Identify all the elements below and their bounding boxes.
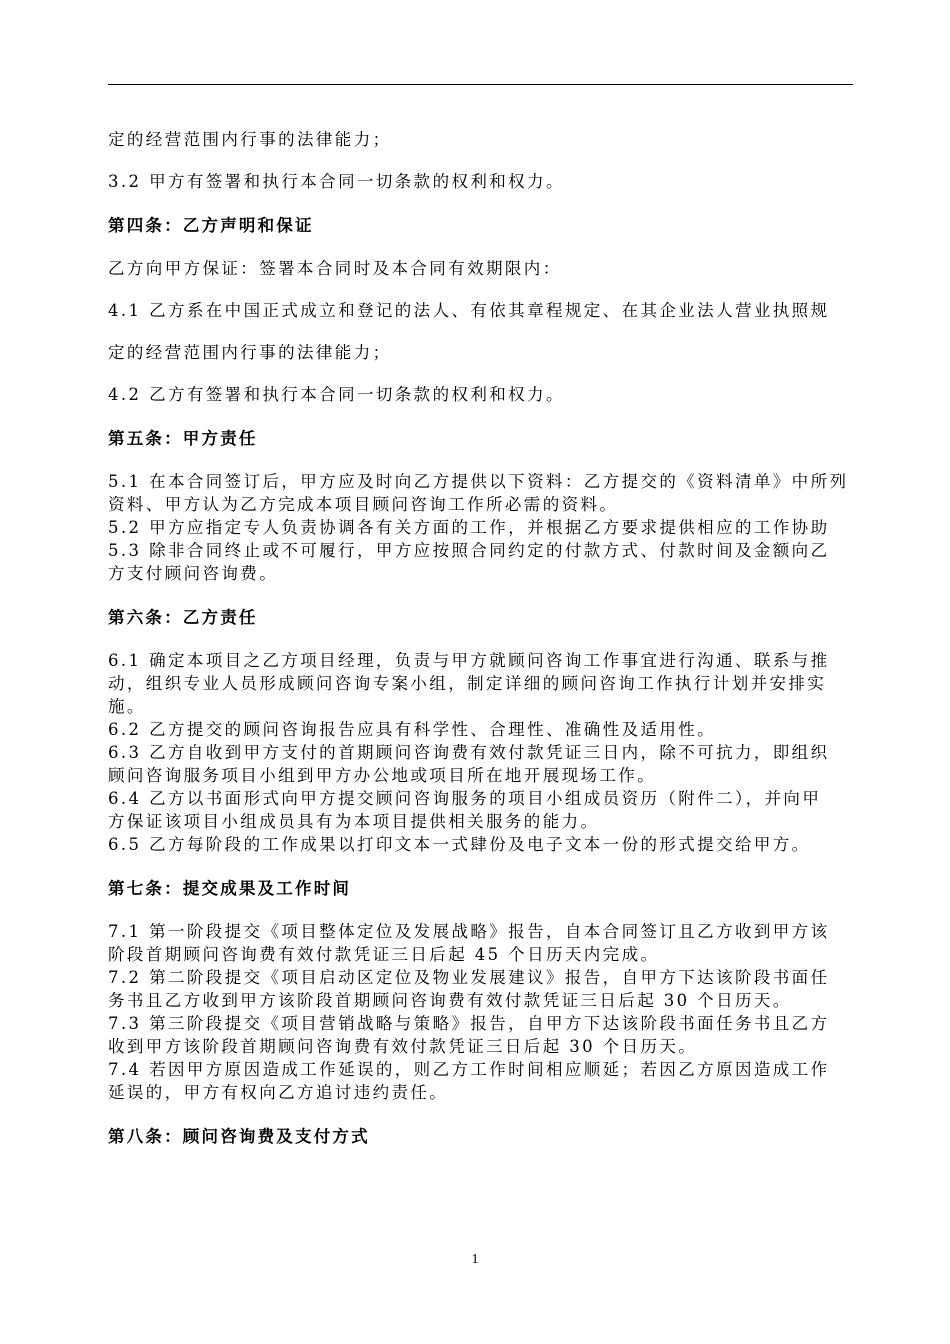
paragraph-line: 动，组织专业人员形成顾问咨询专案小组，制定详细的顾问咨询工作执行计划并安排实 xyxy=(108,674,827,693)
paragraph-line: 延误的，甲方有权向乙方追讨违约责任。 xyxy=(108,1083,449,1102)
clause-4-1: 4.1 乙方系在中国正式成立和登记的法人、有依其章程规定、在其企业法人营业执照规 xyxy=(108,301,830,320)
clause-6-5: 6.5 乙方每阶段的工作成果以打印文本一式肆份及电子文本一份的形式提交给甲方。 xyxy=(108,835,811,854)
document-body xyxy=(108,128,883,1168)
page-number: 1 xyxy=(471,1252,479,1267)
clause-5-1: 5.1 在本合同签订后，甲方应及时向乙方提供以下资料：乙方提交的《资料清单》中所列 xyxy=(108,472,849,491)
clause-3-2: 3.2 甲方有签署和执行本合同一切条款的权利和权力。 xyxy=(108,172,565,191)
paragraph-line: 顾问咨询服务项目小组到甲方办公地或项目所在地开展现场工作。 xyxy=(108,766,657,785)
clause-7-3: 7.3 第三阶段提交《项目营销战略与策略》报告，自甲方下达该阶段书面任务书且乙方 xyxy=(108,1014,830,1033)
article-6-heading: 第六条：乙方责任 xyxy=(108,608,258,627)
paragraph-line: 施。 xyxy=(108,697,146,716)
paragraph-line: 阶段首期顾问咨询费有效付款凭证三日后起 45 个日历天内完成。 xyxy=(108,945,660,964)
article-4-heading: 第四条：乙方声明和保证 xyxy=(108,216,314,235)
article-5-heading: 第五条：甲方责任 xyxy=(108,429,258,448)
clause-6-3: 6.3 乙方自收到甲方支付的首期顾问咨询费有效付款凭证三日内，除不可抗力，即组织 xyxy=(108,743,830,762)
clause-5-3: 5.3 除非合同终止或不可履行，甲方应按照合同约定的付款方式、付款时间及金额向乙 xyxy=(108,541,830,560)
paragraph-line: 资料、甲方认为乙方完成本项目顾问咨询工作所必需的资料。 xyxy=(108,495,619,514)
article-8-heading: 第八条：顾问咨询费及支付方式 xyxy=(108,1127,370,1146)
article-7-heading: 第七条：提交成果及工作时间 xyxy=(108,879,352,898)
paragraph-line: 定的经营范围内行事的法律能力； xyxy=(108,130,392,149)
paragraph-line: 方支付顾问咨询费。 xyxy=(108,564,279,583)
paragraph-line: 乙方向甲方保证：签署本合同时及本合同有效期限内： xyxy=(108,259,562,278)
clause-7-2: 7.2 第二阶段提交《项目启动区定位及物业发展建议》报告，自甲方下达该阶段书面任 xyxy=(108,968,830,987)
clause-6-2: 6.2 乙方提交的顾问咨询报告应具有科学性、合理性、准确性及适用性。 xyxy=(108,720,717,739)
clause-6-1: 6.1 确定本项目之乙方项目经理，负责与甲方就顾问咨询工作事宜进行沟通、联系与推 xyxy=(108,651,830,670)
clause-4-2: 4.2 乙方有签署和执行本合同一切条款的权利和权力。 xyxy=(108,385,565,404)
clause-5-2: 5.2 甲方应指定专人负责协调各有关方面的工作，并根据乙方要求提供相应的工作协助 xyxy=(108,518,830,537)
clause-7-1: 7.1 第一阶段提交《项目整体定位及发展战略》报告，自本合同签订且乙方收到甲方该 xyxy=(108,922,830,941)
clause-6-4: 6.4 乙方以书面形式向甲方提交顾问咨询服务的项目小组成员资历（附件二），并向甲 xyxy=(108,789,822,808)
header-rule xyxy=(108,84,853,85)
paragraph-line: 定的经营范围内行事的法律能力； xyxy=(108,343,392,362)
paragraph-line: 务书且乙方收到甲方该阶段首期顾问咨询费有效付款凭证三日后起 30 个日历天。 xyxy=(108,991,792,1010)
paragraph-line: 方保证该项目小组成员具有为本项目提供相关服务的能力。 xyxy=(108,812,600,831)
clause-7-4: 7.4 若因甲方原因造成工作延误的，则乙方工作时间相应顺延；若因乙方原因造成工作 xyxy=(108,1060,830,1079)
paragraph-line: 收到甲方该阶段首期顾问咨询费有效付款凭证三日后起 30 个日历天。 xyxy=(108,1037,698,1056)
